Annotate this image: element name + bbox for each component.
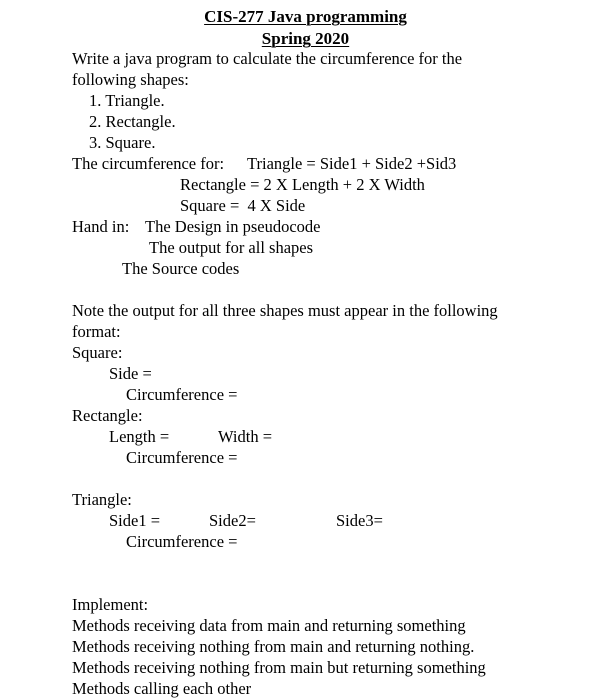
- intro-line-1: Write a java program to calculate the circumference for the: [72, 49, 463, 68]
- triangle-side3: Side3=: [336, 511, 383, 530]
- implement-item: Methods calling each other: [72, 679, 252, 698]
- formula-triangle: Triangle = Side1 + Side2 +Sid3: [247, 154, 457, 173]
- implement-item: Methods receiving data from main and returning something: [72, 616, 466, 635]
- rectangle-length: Length =: [109, 427, 170, 446]
- triangle-side1: Side1 =: [109, 511, 161, 530]
- square-side: Side =: [109, 364, 152, 383]
- rectangle-circumference: Circumference =: [126, 448, 238, 467]
- note-line-1: Note the output for all three shapes must appear in the following: [72, 301, 498, 320]
- rectangle-heading: Rectangle:: [72, 406, 143, 425]
- triangle-heading: Triangle:: [72, 490, 132, 509]
- hand-in-item: The output for all shapes: [149, 238, 314, 257]
- shape-list-item: 1. Triangle.: [89, 91, 165, 110]
- formula-square: Square = 4 X Side: [180, 196, 306, 215]
- triangle-side2: Side2=: [209, 511, 256, 530]
- intro-line-2: following shapes:: [72, 70, 189, 89]
- implement-item: Methods receiving nothing from main but returning something: [72, 658, 486, 677]
- implement-heading: Implement:: [72, 595, 149, 614]
- note-line-2: format:: [72, 322, 121, 341]
- hand-in-item: The Design in pseudocode: [145, 217, 321, 236]
- triangle-circumference: Circumference =: [126, 532, 238, 551]
- square-circumference: Circumference =: [126, 385, 238, 404]
- formula-intro: The circumference for:: [72, 154, 225, 173]
- course-title: CIS-277 Java programming: [204, 7, 407, 26]
- implement-item: Methods receiving nothing from main and returning nothing.: [72, 637, 475, 656]
- rectangle-width: Width =: [218, 427, 273, 446]
- hand-in-label: Hand in:: [72, 217, 130, 236]
- shape-list-item: 3. Square.: [89, 133, 156, 152]
- term-title: Spring 2020: [261, 29, 350, 48]
- square-heading: Square:: [72, 343, 123, 362]
- hand-in-item: The Source codes: [122, 259, 240, 278]
- formula-rectangle: Rectangle = 2 X Length + 2 X Width: [180, 175, 425, 194]
- shape-list-item: 2. Rectangle.: [89, 112, 176, 131]
